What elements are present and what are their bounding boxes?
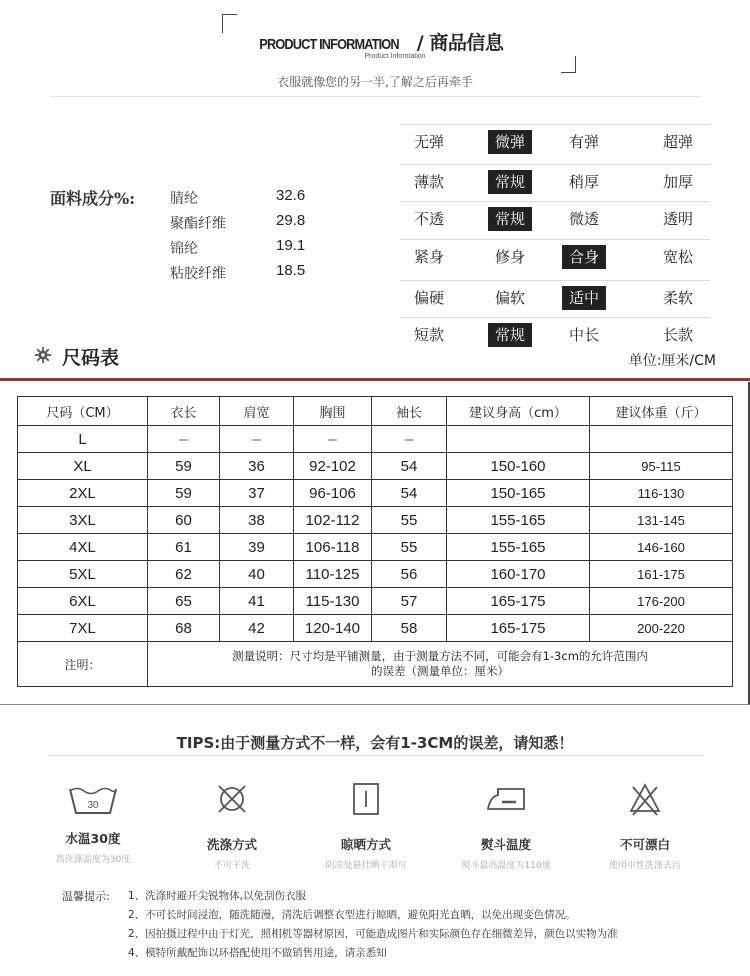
attribute-row-divider (400, 164, 710, 165)
attribute-option-selected: 常规 (488, 170, 532, 194)
care-item-bleach (575, 781, 715, 871)
size-table (17, 396, 733, 687)
size-cell-label: L (18, 426, 148, 453)
size-cell: 102-112 (294, 507, 372, 534)
size-chart-title: 尺码表 (62, 347, 120, 369)
fabric-name: 聚酯纤维 (170, 216, 226, 232)
size-cell: 38 (220, 507, 294, 534)
fabric-value: 32.6 (276, 187, 306, 204)
size-cell: 54 (372, 453, 447, 480)
size-cell: 55 (372, 534, 447, 561)
care-subtitle: 高洗涤温度为30度 (55, 855, 131, 865)
title-chinese: 商品信息 (429, 32, 504, 54)
no-dry-clean-icon (214, 781, 250, 817)
attribute-option: 偏硬 (413, 289, 444, 307)
care-subtitle: 不可干洗 (213, 861, 250, 871)
attribute-option: 紧身 (413, 248, 444, 266)
note-line: 测量说明：尺寸均是平铺测量，由于测量方法不同，可能会有1-3cm的允许范围内 (232, 649, 648, 663)
size-row (18, 534, 733, 561)
size-cell: – (294, 426, 372, 453)
size-row (18, 561, 733, 588)
no-bleach-icon (627, 781, 663, 817)
attribute-option: 宽松 (662, 248, 693, 266)
size-row (18, 588, 733, 615)
header-cell: 肩宽 (220, 397, 294, 426)
size-cell: 200-220 (590, 615, 733, 642)
care-divider (48, 755, 704, 756)
size-cell: 58 (372, 615, 447, 642)
red-divider (0, 378, 750, 381)
attribute-option-selected: 合身 (562, 245, 606, 269)
care-subtitle: 使用中性洗涤去污 (608, 861, 681, 871)
title-english: PRODUCT INFORMATION (258, 36, 399, 53)
header-cell: 胸围 (294, 397, 372, 426)
page-title (0, 28, 750, 55)
size-cell: – (220, 426, 294, 453)
care-title: 晾晒方式 (340, 837, 391, 852)
size-cell: 155-165 (447, 507, 590, 534)
size-cell-label: XL (18, 453, 148, 480)
size-cell-label: 6XL (18, 588, 148, 615)
reminder-label: 温馨提示: (62, 890, 110, 903)
reminder-line: 2、因拍摄过程中由于灯光，照相机等器材原因，可能造成图片和实际颜色存在细微差异，颜色以实物为准 (128, 928, 618, 940)
attribute-option: 无弹 (413, 133, 444, 151)
header-cell: 袖长 (372, 397, 447, 426)
size-cell: 41 (220, 588, 294, 615)
size-cell (590, 426, 733, 453)
size-cell: 68 (148, 615, 220, 642)
care-item-ironing (436, 785, 576, 871)
attribute-option: 有弹 (568, 133, 599, 151)
attribute-option: 微透 (568, 210, 599, 228)
attribute-option: 长款 (662, 326, 693, 344)
attribute-option: 中长 (568, 326, 599, 344)
header-cell: 建议身高（cm） (447, 397, 590, 426)
size-row (18, 615, 733, 642)
fabric-label: 面料成分%: (50, 189, 136, 208)
size-cell: 165-175 (447, 615, 590, 642)
size-cell: 96-106 (294, 480, 372, 507)
size-cell: 116-130 (590, 480, 733, 507)
attribute-option: 短款 (413, 326, 444, 344)
fabric-value: 19.1 (276, 237, 306, 254)
attribute-option: 柔软 (662, 289, 693, 307)
care-item-washing-method (162, 781, 302, 871)
size-cell-label: 3XL (18, 507, 148, 534)
corner-bracket-bottom-right (561, 56, 576, 73)
attribute-option: 加厚 (662, 173, 693, 191)
care-title: 水温30度 (65, 831, 121, 846)
size-row (18, 426, 733, 453)
size-cell-label: 5XL (18, 561, 148, 588)
slogan: 衣服就像您的另一半,了解之后再牵手 (277, 75, 473, 89)
size-cell: 115-130 (294, 588, 372, 615)
size-cell: 165-175 (447, 588, 590, 615)
size-cell: 65 (148, 588, 220, 615)
size-cell: 150-165 (447, 480, 590, 507)
fabric-name: 腈纶 (170, 191, 198, 207)
note-text (148, 642, 733, 687)
size-cell: 161-175 (590, 561, 733, 588)
attribute-option-selected: 适中 (562, 286, 606, 310)
header-cell: 衣长 (148, 397, 220, 426)
size-cell: 36 (220, 453, 294, 480)
size-cell: 57 (372, 588, 447, 615)
iron-icon (484, 785, 528, 815)
reminder-line: 2、不可长时间浸泡，随洗随漫，清洗后调整衣型进行晾晒，避免阳光直晒，以免出现变色情况。 (128, 909, 576, 921)
size-cell: 59 (148, 480, 220, 507)
note-label: 注明： (18, 642, 148, 687)
attribute-option-selected: 常规 (488, 323, 532, 347)
attribute-option: 偏软 (494, 289, 525, 307)
size-cell-label: 4XL (18, 534, 148, 561)
care-item-wash (23, 783, 163, 865)
attribute-row-divider (400, 280, 710, 281)
size-cell: – (372, 426, 447, 453)
care-subtitle: 阴凉处悬挂晒干即可 (325, 861, 407, 871)
attribute-row-divider (400, 239, 710, 240)
attribute-option: 超弹 (662, 133, 693, 151)
attribute-option: 透明 (662, 210, 693, 228)
size-cell: 59 (148, 453, 220, 480)
attribute-row-divider (400, 124, 710, 125)
size-cell: 150-160 (447, 453, 590, 480)
attribute-option: 不透 (413, 210, 444, 228)
attribute-option: 稍厚 (568, 173, 599, 191)
header-cell: 建议体重（斤） (590, 397, 733, 426)
care-title: 不可漂白 (619, 837, 670, 852)
size-row (18, 507, 733, 534)
reminder-line: 1、洗涤时避开尖锐物体,以免刮伤衣服 (128, 890, 307, 902)
size-cell: 61 (148, 534, 220, 561)
size-table-header (18, 397, 733, 426)
size-cell: 176-200 (590, 588, 733, 615)
header-cell: 尺码（CM） (18, 397, 148, 426)
header-divider (50, 96, 700, 97)
wash-30-icon (66, 783, 120, 817)
size-row (18, 453, 733, 480)
care-title: 洗涤方式 (206, 837, 257, 852)
size-cell: – (148, 426, 220, 453)
attribute-option-selected: 常规 (488, 207, 532, 231)
attribute-row-divider (400, 317, 710, 318)
size-cell: 92-102 (294, 453, 372, 480)
size-cell: 62 (148, 561, 220, 588)
size-cell: 155-165 (447, 534, 590, 561)
fabric-value: 18.5 (276, 262, 306, 279)
fabric-name: 锦纶 (170, 241, 198, 257)
size-cell: 120-140 (294, 615, 372, 642)
size-cell: 42 (220, 615, 294, 642)
tips-text: TIPS:由于测量方式不一样，会有1-3CM的误差，请知悉！ (176, 734, 574, 752)
size-row (18, 480, 733, 507)
attribute-row-divider (400, 201, 710, 202)
size-cell: 56 (372, 561, 447, 588)
size-cell: 37 (220, 480, 294, 507)
size-cell-label: 7XL (18, 615, 148, 642)
title-separator: / (416, 32, 424, 54)
note-line: 的误差（测量单位：厘米） (371, 664, 509, 678)
size-cell: 95-115 (590, 453, 733, 480)
size-cell: 106-118 (294, 534, 372, 561)
size-table-note-row (18, 642, 733, 687)
care-title: 熨斗温度 (480, 837, 531, 852)
size-cell: 40 (220, 561, 294, 588)
care-item-drying (296, 781, 436, 871)
size-cell: 146-160 (590, 534, 733, 561)
fabric-value: 29.8 (276, 212, 306, 229)
hang-dry-icon (350, 781, 382, 817)
size-cell: 131-145 (590, 507, 733, 534)
size-cell: 110-125 (294, 561, 372, 588)
size-cell: 39 (220, 534, 294, 561)
size-cell: 55 (372, 507, 447, 534)
attribute-option: 薄款 (413, 173, 444, 191)
care-subtitle: 熨斗最高温度为110度 (461, 861, 551, 871)
fabric-name: 粘胶纤维 (170, 266, 226, 282)
attribute-option: 修身 (494, 248, 525, 266)
size-cell: 160-170 (447, 561, 590, 588)
size-cell: 60 (148, 507, 220, 534)
size-cell: 54 (372, 480, 447, 507)
reminder-line: 4、模特所戴配饰以环搭配使用不做销售用途，请亲悉知 (128, 947, 387, 959)
unit-label: 单位:厘米/CM (628, 353, 716, 369)
size-cell-label: 2XL (18, 480, 148, 507)
title-subtitle: Product Information (364, 53, 426, 60)
attribute-option-selected: 微弹 (488, 130, 532, 154)
svg-text:30: 30 (87, 800, 99, 811)
size-cell (447, 426, 590, 453)
